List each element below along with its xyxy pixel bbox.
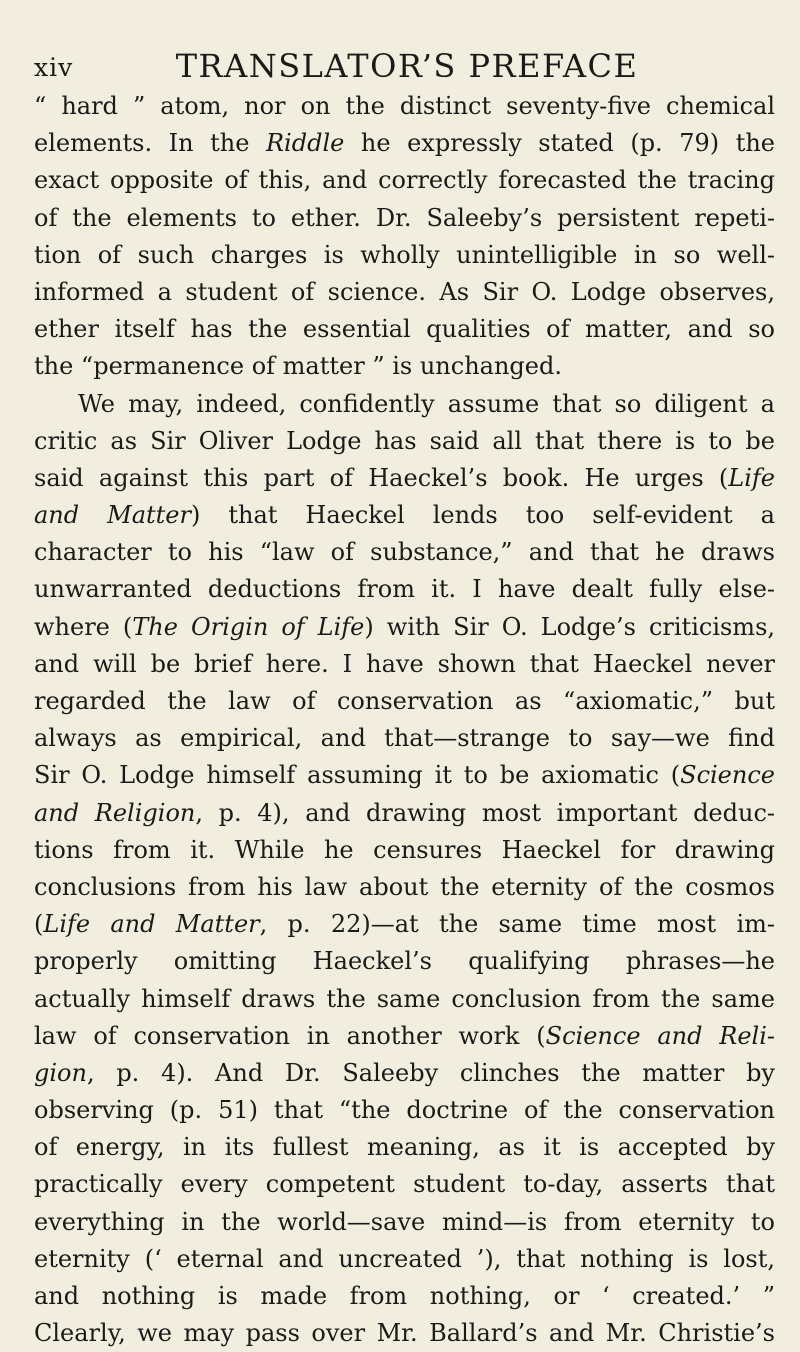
italic-title: Life — [728, 463, 775, 492]
text-line — [34, 162, 775, 199]
text-line — [34, 795, 775, 832]
italic-title: Science — [680, 761, 775, 790]
text-run: regarded the law of conservation as “axiomatic,” but — [34, 687, 775, 715]
text-line — [34, 200, 775, 237]
text-line — [34, 906, 775, 943]
text-line — [34, 497, 775, 534]
text-run: tion of such charges is wholly unintelligible in so well- — [34, 240, 775, 269]
text-line — [34, 1166, 775, 1203]
text-line — [34, 274, 775, 311]
text-run: , p. 4), and drawing most important deduc- — [195, 798, 775, 827]
text-line — [34, 571, 775, 608]
text-line — [34, 1241, 775, 1278]
italic-title: Life and Matter — [43, 910, 260, 939]
text-run: ) that Haeckel lends too self-evident a — [190, 501, 775, 530]
text-line — [34, 1018, 775, 1055]
text-line — [34, 423, 775, 460]
italic-title: Riddle — [265, 129, 345, 158]
text-line — [34, 88, 775, 125]
text-line — [34, 348, 775, 385]
italic-title: gion — [34, 1058, 87, 1087]
text-line — [34, 869, 775, 906]
text-line — [34, 460, 775, 497]
text-run: Clearly, we may pass over Mr. Ballard’s and Mr. Christie’s — [34, 1319, 775, 1348]
text-line — [34, 1278, 775, 1315]
text-line — [34, 1129, 775, 1166]
text-run: practically every competent student to-day, asserts that — [34, 1170, 775, 1199]
text-run: of energy, in its fullest meaning, as it is accepted by — [34, 1133, 775, 1162]
text-run: he expressly stated (p. 79) the — [344, 129, 775, 158]
text-run: Sir O. Lodge himself assuming it to be axiomatic ( — [34, 761, 681, 790]
text-line — [34, 311, 775, 348]
text-run: “ hard ” atom, nor on the distinct seventy-five chemical — [34, 92, 775, 120]
text-line — [34, 534, 775, 571]
italic-title: and Matter — [34, 501, 191, 530]
text-run: ether itself has the essential qualities of matter, and so — [34, 315, 775, 344]
text-line — [34, 1204, 775, 1241]
text-line — [34, 981, 775, 1018]
text-run: of the elements to ether. Dr. Saleeby’s persistent repeti- — [34, 203, 775, 232]
italic-title: The Origin of Life — [132, 612, 365, 641]
text-run: law of conservation in another work ( — [34, 1021, 546, 1050]
text-line — [34, 386, 775, 423]
text-line — [34, 237, 775, 274]
text-run: properly omitting Haeckel’s qualifying phrases—he — [34, 947, 775, 976]
text-line — [34, 646, 775, 683]
text-run: conclusions from his law about the eternity of the cosmos — [34, 872, 775, 901]
text-line — [34, 683, 775, 720]
text-run: eternity (‘ eternal and uncreated ’), that nothing is lost, — [34, 1244, 775, 1273]
text-line — [34, 757, 775, 794]
text-run: where ( — [34, 612, 133, 641]
text-run: everything in the world—save mind—is from eternity to — [34, 1207, 775, 1236]
text-run: character to his “law of substance,” and that he draws — [34, 538, 775, 567]
text-run: ( — [34, 910, 44, 939]
text-run: observing (p. 51) that “the doctrine of the conservation — [34, 1096, 775, 1125]
text-run: , p. 22)—at the same time most im- — [259, 910, 775, 939]
italic-title: Science and Reli- — [545, 1021, 775, 1050]
text-run: tions from it. While he censures Haeckel for drawing — [34, 835, 775, 864]
page-number: xiv — [34, 53, 74, 82]
text-line — [34, 609, 775, 646]
text-run: always as empirical, and that—strange to say—we find — [34, 724, 775, 753]
text-line — [34, 125, 775, 162]
text-run: exact opposite of this, and correctly forecasted the tracing — [34, 166, 775, 195]
text-line — [34, 1055, 775, 1092]
text-run: critic as Sir Oliver Lodge has said all that there is to be — [34, 426, 775, 455]
text-line — [34, 720, 775, 757]
text-run: the “permanence of matter ” is unchanged. — [34, 352, 562, 381]
text-run: and will be brief here. I have shown that Haeckel never — [34, 649, 775, 678]
text-run: informed a student of science. As Sir O. Lodge observes, — [34, 277, 775, 306]
text-line — [34, 832, 775, 869]
text-line — [34, 1092, 775, 1129]
text-run: unwarranted deductions from it. I have dealt fully else- — [34, 575, 775, 604]
text-run: said against this part of Haeckel’s book. He urges ( — [34, 463, 729, 492]
body-text — [34, 88, 775, 1352]
text-line — [34, 943, 775, 980]
text-run: elements. In the — [34, 129, 266, 158]
text-run: actually himself draws the same conclusion from the same — [34, 984, 775, 1013]
text-run: ) with Sir O. Lodge’s criticisms, — [364, 612, 775, 641]
text-run: and nothing is made from nothing, or ‘ created.’ ” — [34, 1282, 775, 1310]
italic-title: and Religion — [34, 798, 196, 827]
text-run: , p. 4). And Dr. Saleeby clinches the matter by — [86, 1058, 775, 1087]
running-head: TRANSLATOR’S PREFACE — [175, 47, 639, 85]
page-header — [34, 47, 780, 89]
text-run: We may, indeed, confidently assume that so diligent a — [78, 389, 775, 418]
